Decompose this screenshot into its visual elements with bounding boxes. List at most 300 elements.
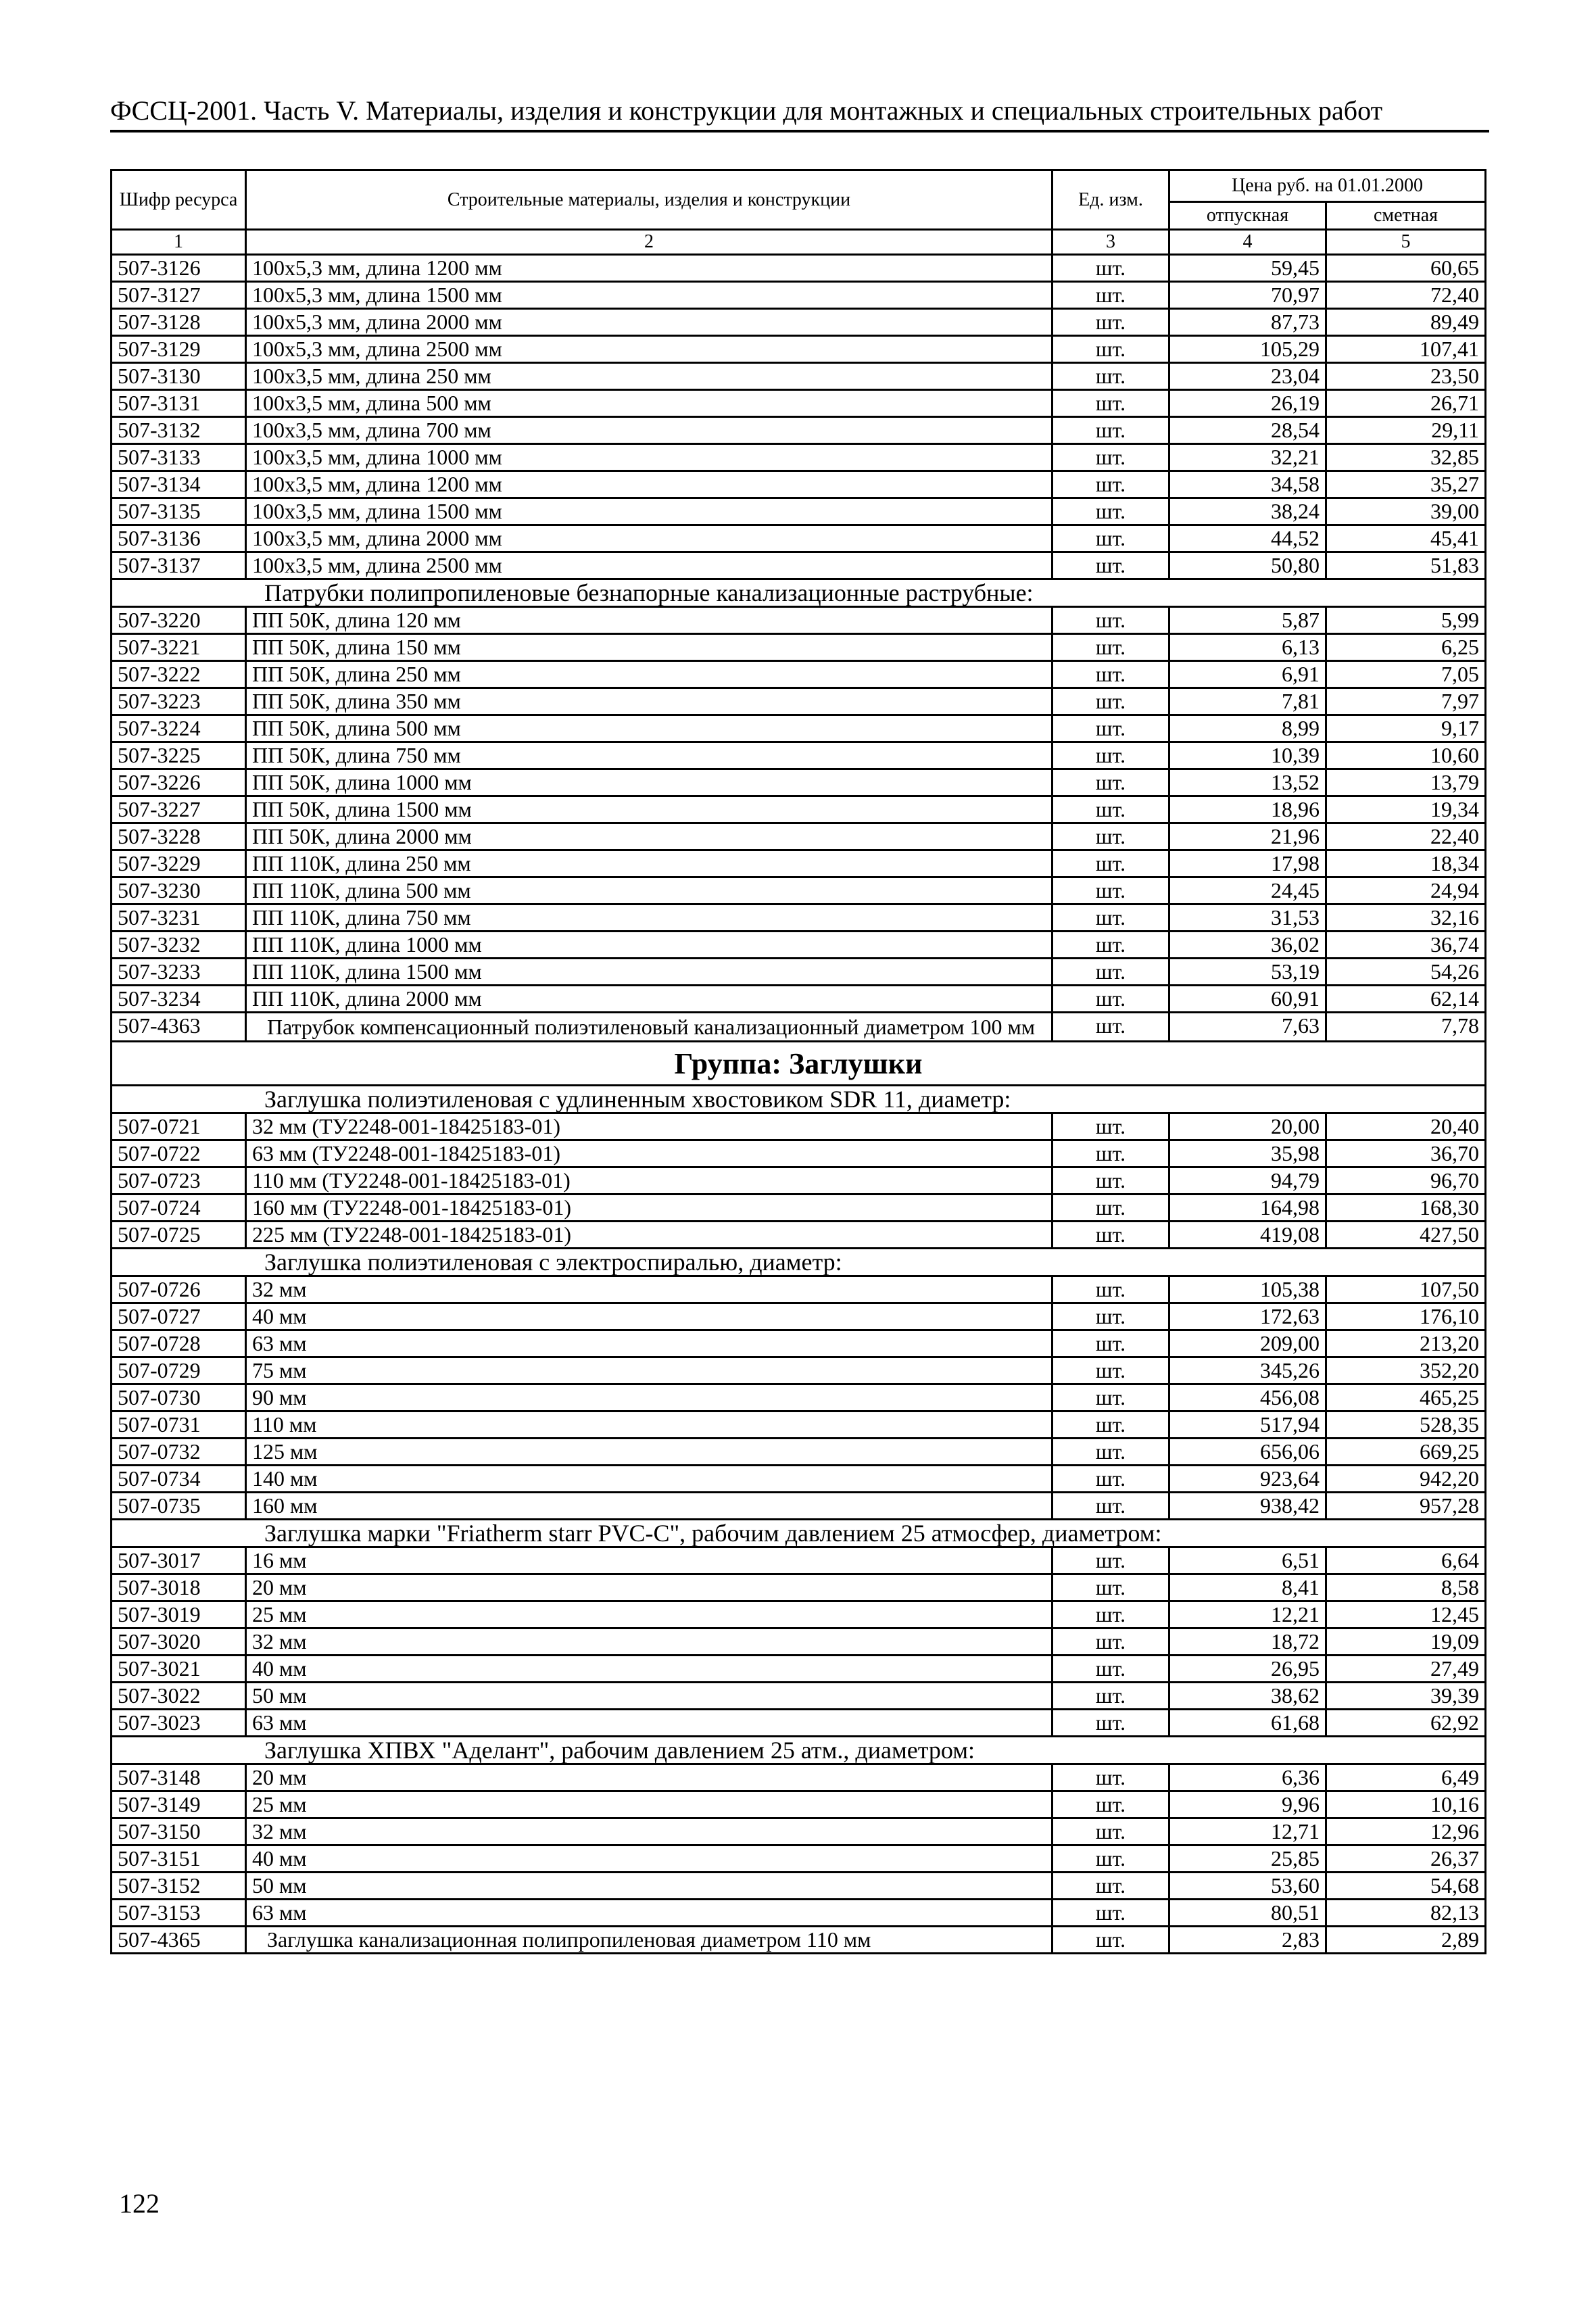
subheading-row [112, 1249, 1486, 1276]
release-price: 105,29 [1169, 336, 1326, 363]
table-row [112, 498, 1486, 525]
material-name: 160 мм [246, 1493, 1053, 1520]
release-price: 38,62 [1169, 1683, 1326, 1710]
unit: шт. [1053, 715, 1169, 742]
resource-code: 507-0735 [112, 1493, 246, 1520]
estimate-price: 29,11 [1326, 417, 1486, 444]
material-name: 100x3,5 мм, длина 1200 мм [246, 471, 1053, 498]
table-row [112, 444, 1486, 471]
table-row [112, 363, 1486, 390]
material-name: 160 мм (ТУ2248-001-18425183-01) [246, 1195, 1053, 1222]
estimate-price: 107,41 [1326, 336, 1486, 363]
resource-code: 507-0721 [112, 1113, 246, 1140]
release-price: 18,96 [1169, 796, 1326, 823]
table-row [112, 1140, 1486, 1167]
material-name: 40 мм [246, 1845, 1053, 1873]
table-row [112, 255, 1486, 282]
release-price: 6,36 [1169, 1764, 1326, 1791]
resource-code: 507-3232 [112, 932, 246, 959]
estimate-price: 957,28 [1326, 1493, 1486, 1520]
unit: шт. [1053, 1791, 1169, 1818]
material-name: 110 мм (ТУ2248-001-18425183-01) [246, 1167, 1053, 1195]
material-name: 50 мм [246, 1873, 1053, 1900]
estimate-price: 22,40 [1326, 823, 1486, 850]
estimate-price: 89,49 [1326, 309, 1486, 336]
release-price: 20,00 [1169, 1113, 1326, 1140]
material-name: ПП 50К, длина 250 мм [246, 661, 1053, 688]
material-name: 63 мм [246, 1710, 1053, 1737]
header-name: Строительные материалы, изделия и конструкции [246, 170, 1053, 230]
table-row [112, 1439, 1486, 1466]
material-name: 63 мм [246, 1900, 1053, 1927]
estimate-price: 32,85 [1326, 444, 1486, 471]
column-number: 1 [112, 230, 246, 255]
estimate-price: 96,70 [1326, 1167, 1486, 1195]
unit: шт. [1053, 986, 1169, 1013]
subheading-row [112, 579, 1486, 607]
table-row [112, 661, 1486, 688]
resource-code: 507-3133 [112, 444, 246, 471]
release-price: 26,19 [1169, 390, 1326, 417]
resource-code: 507-3023 [112, 1710, 246, 1737]
estimate-price: 39,39 [1326, 1683, 1486, 1710]
table-row [112, 525, 1486, 552]
table-row [112, 1493, 1486, 1520]
table-row [112, 1167, 1486, 1195]
unit: шт. [1053, 363, 1169, 390]
release-price: 53,60 [1169, 1873, 1326, 1900]
release-price: 50,80 [1169, 552, 1326, 579]
resource-code: 507-0730 [112, 1384, 246, 1412]
material-name: 100x5,3 мм, длина 2500 мм [246, 336, 1053, 363]
material-name: 100x3,5 мм, длина 1500 мм [246, 498, 1053, 525]
resource-code: 507-3137 [112, 552, 246, 579]
table-row [112, 309, 1486, 336]
unit: шт. [1053, 1140, 1169, 1167]
estimate-price: 19,34 [1326, 796, 1486, 823]
material-name: 40 мм [246, 1303, 1053, 1330]
material-name: ПП 110К, длина 2000 мм [246, 986, 1053, 1013]
table-row [112, 1845, 1486, 1873]
release-price: 7,81 [1169, 688, 1326, 715]
table-row [112, 688, 1486, 715]
table-row [112, 390, 1486, 417]
estimate-price: 35,27 [1326, 471, 1486, 498]
estimate-price: 36,74 [1326, 932, 1486, 959]
release-price: 517,94 [1169, 1412, 1326, 1439]
release-price: 10,39 [1169, 742, 1326, 769]
resource-code: 507-0725 [112, 1222, 246, 1249]
resource-code: 507-3018 [112, 1574, 246, 1601]
release-price: 28,54 [1169, 417, 1326, 444]
estimate-price: 427,50 [1326, 1222, 1486, 1249]
release-price: 656,06 [1169, 1439, 1326, 1466]
subheading-text: Заглушка ХПВХ "Аделант", рабочим давлением 25 атм., диаметром: [112, 1737, 1486, 1764]
unit: шт. [1053, 1276, 1169, 1303]
unit: шт. [1053, 390, 1169, 417]
release-price: 6,13 [1169, 634, 1326, 661]
subheading-row [112, 1086, 1486, 1113]
column-number-row [112, 230, 1486, 255]
estimate-price: 7,97 [1326, 688, 1486, 715]
material-name: ПП 110К, длина 1500 мм [246, 959, 1053, 986]
resource-code: 507-3229 [112, 850, 246, 877]
table-row [112, 1927, 1486, 1954]
table-row [112, 1629, 1486, 1656]
unit: шт. [1053, 823, 1169, 850]
estimate-price: 10,60 [1326, 742, 1486, 769]
release-price: 8,99 [1169, 715, 1326, 742]
header-unit: Ед. изм. [1053, 170, 1169, 230]
material-name: ПП 110К, длина 500 мм [246, 877, 1053, 904]
resource-code: 507-0728 [112, 1330, 246, 1357]
release-price: 59,45 [1169, 255, 1326, 282]
table-row [112, 959, 1486, 986]
material-name: ПП 50К, длина 1500 мм [246, 796, 1053, 823]
release-price: 18,72 [1169, 1629, 1326, 1656]
estimate-price: 6,25 [1326, 634, 1486, 661]
resource-code: 507-3131 [112, 390, 246, 417]
material-name: ПП 110К, длина 750 мм [246, 904, 1053, 932]
material-name: 32 мм [246, 1818, 1053, 1845]
release-price: 419,08 [1169, 1222, 1326, 1249]
resource-code: 507-3021 [112, 1656, 246, 1683]
estimate-price: 27,49 [1326, 1656, 1486, 1683]
material-name: 75 мм [246, 1357, 1053, 1384]
material-name: 100x3,5 мм, длина 700 мм [246, 417, 1053, 444]
material-name: 100x5,3 мм, длина 1500 мм [246, 282, 1053, 309]
material-name: Патрубок компенсационный полиэтиленовый канализационный диаметром 100 мм [246, 1013, 1053, 1042]
release-price: 60,91 [1169, 986, 1326, 1013]
header-code: Шифр ресурса [112, 170, 246, 230]
release-price: 94,79 [1169, 1167, 1326, 1195]
table-row [112, 607, 1486, 634]
table-row [112, 1330, 1486, 1357]
unit: шт. [1053, 769, 1169, 796]
estimate-price: 5,99 [1326, 607, 1486, 634]
table-row [112, 1818, 1486, 1845]
subheading-text: Заглушка марки "Friatherm starr PVC-C", рабочим давлением 25 атмосфер, диаметром: [112, 1520, 1486, 1547]
estimate-price: 168,30 [1326, 1195, 1486, 1222]
table-row [112, 1276, 1486, 1303]
unit: шт. [1053, 444, 1169, 471]
estimate-price: 51,83 [1326, 552, 1486, 579]
table-row [112, 1357, 1486, 1384]
unit: шт. [1053, 417, 1169, 444]
material-name: 32 мм (ТУ2248-001-18425183-01) [246, 1113, 1053, 1140]
unit: шт. [1053, 661, 1169, 688]
estimate-price: 36,70 [1326, 1140, 1486, 1167]
estimate-price: 942,20 [1326, 1466, 1486, 1493]
material-name: 20 мм [246, 1764, 1053, 1791]
table-row [112, 823, 1486, 850]
release-price: 172,63 [1169, 1303, 1326, 1330]
estimate-price: 7,78 [1326, 1013, 1486, 1042]
release-price: 105,38 [1169, 1276, 1326, 1303]
estimate-price: 39,00 [1326, 498, 1486, 525]
estimate-price: 45,41 [1326, 525, 1486, 552]
release-price: 17,98 [1169, 850, 1326, 877]
unit: шт. [1053, 498, 1169, 525]
material-name: 100x3,5 мм, длина 1000 мм [246, 444, 1053, 471]
unit: шт. [1053, 1818, 1169, 1845]
material-name: 100x3,5 мм, длина 2000 мм [246, 525, 1053, 552]
material-name: 50 мм [246, 1683, 1053, 1710]
material-name: ПП 50К, длина 120 мм [246, 607, 1053, 634]
release-price: 38,24 [1169, 498, 1326, 525]
material-name: 63 мм (ТУ2248-001-18425183-01) [246, 1140, 1053, 1167]
estimate-price: 54,68 [1326, 1873, 1486, 1900]
release-price: 6,51 [1169, 1547, 1326, 1574]
header-price-release: отпускная [1169, 202, 1326, 230]
unit: шт. [1053, 1710, 1169, 1737]
column-number: 3 [1053, 230, 1169, 255]
material-name: 140 мм [246, 1466, 1053, 1493]
unit: шт. [1053, 1574, 1169, 1601]
resource-code: 507-0722 [112, 1140, 246, 1167]
resource-code: 507-3136 [112, 525, 246, 552]
unit: шт. [1053, 850, 1169, 877]
material-name: 110 мм [246, 1412, 1053, 1439]
unit: шт. [1053, 525, 1169, 552]
resource-code: 507-0729 [112, 1357, 246, 1384]
unit: шт. [1053, 1845, 1169, 1873]
table-row [112, 552, 1486, 579]
unit: шт. [1053, 1656, 1169, 1683]
resource-code: 507-3130 [112, 363, 246, 390]
unit: шт. [1053, 1629, 1169, 1656]
table-row [112, 850, 1486, 877]
table-row [112, 1412, 1486, 1439]
unit: шт. [1053, 1384, 1169, 1412]
material-name: 32 мм [246, 1629, 1053, 1656]
unit: шт. [1053, 552, 1169, 579]
material-name: 20 мм [246, 1574, 1053, 1601]
material-name: ПП 50К, длина 750 мм [246, 742, 1053, 769]
release-price: 26,95 [1169, 1656, 1326, 1683]
unit: шт. [1053, 1764, 1169, 1791]
release-price: 24,45 [1169, 877, 1326, 904]
table-row [112, 1791, 1486, 1818]
running-head: ФССЦ-2001. Часть V. Материалы, изделия и конструкции для монтажных и специальных строительных работ [110, 95, 1383, 126]
unit: шт. [1053, 1113, 1169, 1140]
table-row [112, 1384, 1486, 1412]
table-row [112, 417, 1486, 444]
header-price-group: Цена руб. на 01.01.2000 [1169, 170, 1486, 202]
page-number: 122 [119, 2188, 160, 2219]
material-name: 100x3,5 мм, длина 2500 мм [246, 552, 1053, 579]
unit: шт. [1053, 932, 1169, 959]
table-row [112, 715, 1486, 742]
release-price: 923,64 [1169, 1466, 1326, 1493]
estimate-price: 23,50 [1326, 363, 1486, 390]
estimate-price: 2,89 [1326, 1927, 1486, 1954]
resource-code: 507-3019 [112, 1601, 246, 1629]
estimate-price: 6,49 [1326, 1764, 1486, 1791]
resource-code: 507-0727 [112, 1303, 246, 1330]
estimate-price: 54,26 [1326, 959, 1486, 986]
unit: шт. [1053, 1195, 1169, 1222]
resource-code: 507-3151 [112, 1845, 246, 1873]
estimate-price: 24,94 [1326, 877, 1486, 904]
unit: шт. [1053, 688, 1169, 715]
material-name: ПП 50К, длина 1000 мм [246, 769, 1053, 796]
resource-code: 507-3127 [112, 282, 246, 309]
release-price: 7,63 [1169, 1013, 1326, 1042]
column-number: 4 [1169, 230, 1326, 255]
unit: шт. [1053, 796, 1169, 823]
material-name: 40 мм [246, 1656, 1053, 1683]
material-name: 125 мм [246, 1439, 1053, 1466]
unit: шт. [1053, 1466, 1169, 1493]
table-row [112, 1195, 1486, 1222]
unit: шт. [1053, 1412, 1169, 1439]
estimate-price: 19,09 [1326, 1629, 1486, 1656]
subheading-row [112, 1520, 1486, 1547]
release-price: 209,00 [1169, 1330, 1326, 1357]
release-price: 456,08 [1169, 1384, 1326, 1412]
table-row [112, 1547, 1486, 1574]
material-name: ПП 50К, длина 2000 мм [246, 823, 1053, 850]
estimate-price: 72,40 [1326, 282, 1486, 309]
estimate-price: 107,50 [1326, 1276, 1486, 1303]
estimate-price: 82,13 [1326, 1900, 1486, 1927]
resource-code: 507-3228 [112, 823, 246, 850]
resource-code: 507-3225 [112, 742, 246, 769]
material-name: ПП 50К, длина 150 мм [246, 634, 1053, 661]
estimate-price: 32,16 [1326, 904, 1486, 932]
table-row [112, 932, 1486, 959]
table-row [112, 1601, 1486, 1629]
group-heading-text: Группа: Заглушки [112, 1042, 1486, 1086]
unit: шт. [1053, 1439, 1169, 1466]
resource-code: 507-4363 [112, 1013, 246, 1042]
unit: шт. [1053, 1013, 1169, 1042]
release-price: 12,71 [1169, 1818, 1326, 1845]
release-price: 70,97 [1169, 282, 1326, 309]
release-price: 164,98 [1169, 1195, 1326, 1222]
unit: шт. [1053, 471, 1169, 498]
release-price: 8,41 [1169, 1574, 1326, 1601]
group-heading-row [112, 1042, 1486, 1086]
unit: шт. [1053, 1167, 1169, 1195]
resource-code: 507-3149 [112, 1791, 246, 1818]
header-price-estimate: сметная [1326, 202, 1486, 230]
release-price: 34,58 [1169, 471, 1326, 498]
resource-code: 507-3221 [112, 634, 246, 661]
estimate-price: 12,96 [1326, 1818, 1486, 1845]
table-row [112, 634, 1486, 661]
header-rule [110, 130, 1489, 132]
table-body [112, 255, 1486, 1954]
resource-code: 507-3020 [112, 1629, 246, 1656]
resource-code: 507-3153 [112, 1900, 246, 1927]
material-name: 25 мм [246, 1601, 1053, 1629]
resource-code: 507-3150 [112, 1818, 246, 1845]
release-price: 2,83 [1169, 1927, 1326, 1954]
estimate-price: 18,34 [1326, 850, 1486, 877]
unit: шт. [1053, 1493, 1169, 1520]
resource-code: 507-3230 [112, 877, 246, 904]
table-row [112, 1303, 1486, 1330]
release-price: 44,52 [1169, 525, 1326, 552]
material-name: 100x3,5 мм, длина 500 мм [246, 390, 1053, 417]
unit: шт. [1053, 634, 1169, 661]
subheading-text: Заглушка полиэтиленовая с электроспиралью, диаметр: [112, 1249, 1486, 1276]
table-row [112, 877, 1486, 904]
table-row [112, 336, 1486, 363]
table-row [112, 904, 1486, 932]
release-price: 13,52 [1169, 769, 1326, 796]
estimate-price: 7,05 [1326, 661, 1486, 688]
resource-code: 507-0732 [112, 1439, 246, 1466]
unit: шт. [1053, 1900, 1169, 1927]
resource-code: 507-3224 [112, 715, 246, 742]
release-price: 35,98 [1169, 1140, 1326, 1167]
resource-code: 507-3134 [112, 471, 246, 498]
release-price: 53,19 [1169, 959, 1326, 986]
column-number: 2 [246, 230, 1053, 255]
material-name: 25 мм [246, 1791, 1053, 1818]
resource-code: 507-3223 [112, 688, 246, 715]
unit: шт. [1053, 1601, 1169, 1629]
table-row [112, 742, 1486, 769]
unit: шт. [1053, 877, 1169, 904]
unit: шт. [1053, 1873, 1169, 1900]
resource-code: 507-0723 [112, 1167, 246, 1195]
estimate-price: 176,10 [1326, 1303, 1486, 1330]
release-price: 87,73 [1169, 309, 1326, 336]
material-name: 16 мм [246, 1547, 1053, 1574]
estimate-price: 465,25 [1326, 1384, 1486, 1412]
price-table [110, 169, 1486, 1954]
resource-code: 507-3128 [112, 309, 246, 336]
unit: шт. [1053, 1222, 1169, 1249]
resource-code: 507-0731 [112, 1412, 246, 1439]
material-name: 100x5,3 мм, длина 2000 мм [246, 309, 1053, 336]
estimate-price: 9,17 [1326, 715, 1486, 742]
unit: шт. [1053, 1357, 1169, 1384]
resource-code: 507-3227 [112, 796, 246, 823]
estimate-price: 6,64 [1326, 1547, 1486, 1574]
unit: шт. [1053, 1547, 1169, 1574]
estimate-price: 20,40 [1326, 1113, 1486, 1140]
release-price: 61,68 [1169, 1710, 1326, 1737]
unit: шт. [1053, 255, 1169, 282]
material-name: 63 мм [246, 1330, 1053, 1357]
estimate-price: 13,79 [1326, 769, 1486, 796]
material-name: ПП 50К, длина 500 мм [246, 715, 1053, 742]
estimate-price: 26,37 [1326, 1845, 1486, 1873]
table-row [112, 1466, 1486, 1493]
unit: шт. [1053, 742, 1169, 769]
table-row [112, 471, 1486, 498]
resource-code: 507-3231 [112, 904, 246, 932]
unit: шт. [1053, 1330, 1169, 1357]
release-price: 32,21 [1169, 444, 1326, 471]
subheading-text: Патрубки полипропиленовые безнапорные канализационные раструбные: [112, 579, 1486, 607]
resource-code: 507-0724 [112, 1195, 246, 1222]
table-row [112, 1873, 1486, 1900]
table-row [112, 1900, 1486, 1927]
estimate-price: 669,25 [1326, 1439, 1486, 1466]
material-name: Заглушка канализационная полипропиленовая диаметром 110 мм [246, 1927, 1053, 1954]
column-number: 5 [1326, 230, 1486, 255]
release-price: 5,87 [1169, 607, 1326, 634]
estimate-price: 12,45 [1326, 1601, 1486, 1629]
release-price: 345,26 [1169, 1357, 1326, 1384]
material-name: 90 мм [246, 1384, 1053, 1412]
